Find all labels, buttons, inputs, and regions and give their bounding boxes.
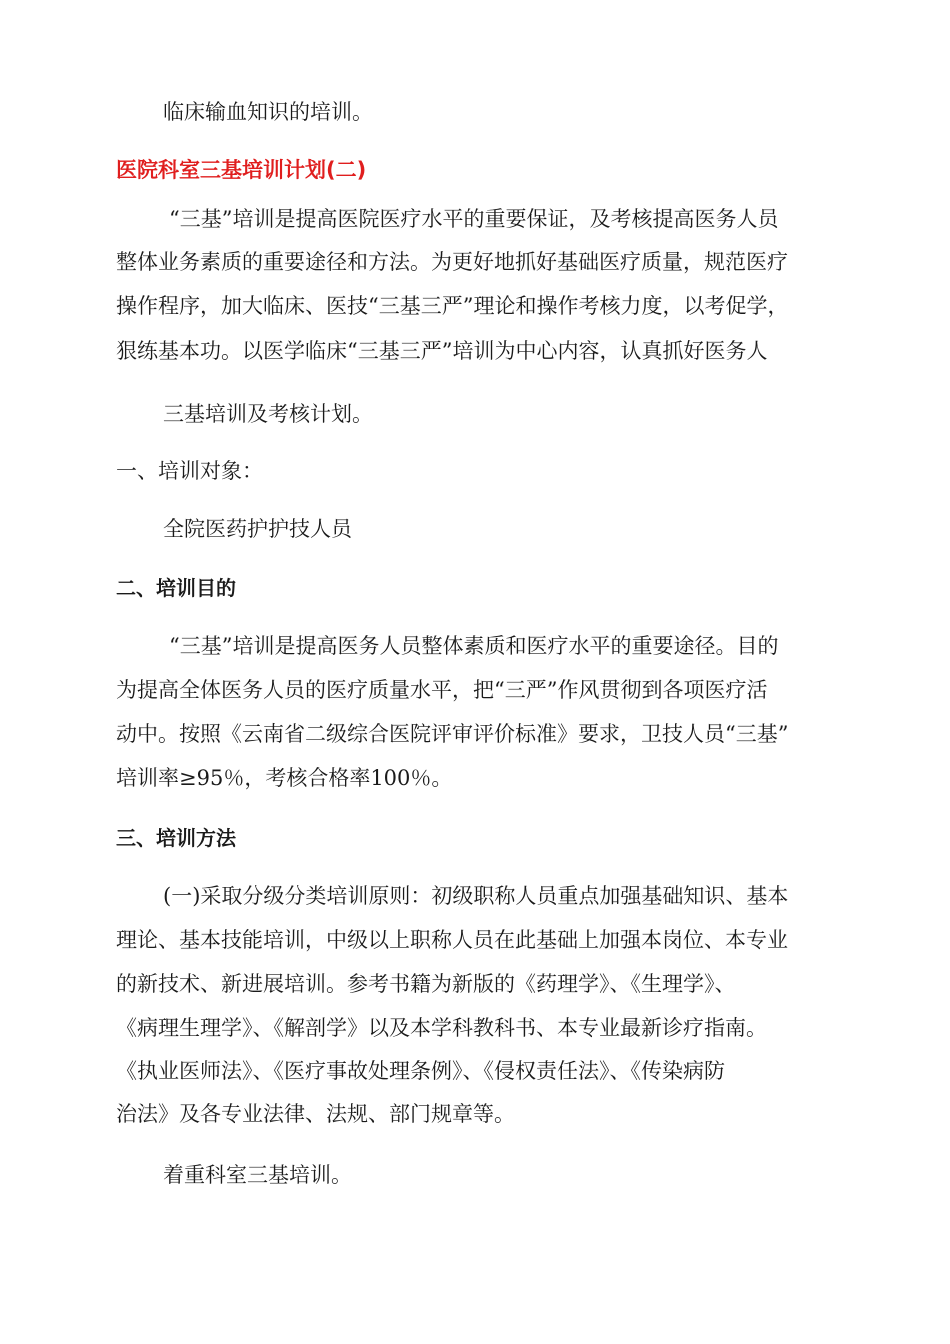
intro-line-1: “三基”培训是提高医院医疗水平的重要保证，及考核提高医务人员 <box>169 207 779 231</box>
section-3-line-1: (一)采取分级分类培训原则：初级职称人员重点加强基础知识、基本 <box>163 884 789 908</box>
intro-line-4: 狠练基本功。以医学临床“三基三严”培训为中心内容，认真抓好医务人 <box>116 339 768 363</box>
paragraph-line: 临床输血知识的培训。 <box>163 100 373 124</box>
section-1-heading: 一、培训对象： <box>116 459 263 483</box>
section-2-line-2: 为提高全体医务人员的医疗质量水平，把“三严”作风贯彻到各项医疗活 <box>116 678 768 702</box>
section-2-line-4: 培训率≥95％，考核合格率100％。 <box>116 766 453 790</box>
section-3-line-2: 理论、基本技能培训，中级以上职称人员在此基础上加强本岗位、本专业 <box>116 928 788 952</box>
section-3-line-4: 《病理生理学》、《解剖学》以及本学科教科书、本专业最新诊疗指南。 <box>116 1016 767 1040</box>
intro-line-3: 操作程序，加大临床、医技“三基三严”理论和操作考核力度，以考促学， <box>116 294 789 318</box>
section-1-body: 全院医药护护技人员 <box>163 517 352 541</box>
section-3-heading: 三、培训方法 <box>116 826 236 850</box>
section-3-line-6: 治法》及各专业法律、法规、部门规章等。 <box>116 1102 515 1126</box>
plan-line: 三基培训及考核计划。 <box>163 402 373 426</box>
intro-line-2: 整体业务素质的重要途径和方法。为更好地抓好基础医疗质量，规范医疗 <box>116 250 788 274</box>
closing-line: 着重科室三基培训。 <box>163 1163 352 1187</box>
section-3-line-3: 的新技术、新进展培训。参考书籍为新版的《药理学》、《生理学》、 <box>116 972 736 996</box>
document-title: 医院科室三基培训计划(二) <box>116 158 367 182</box>
section-3-line-5: 《执业医师法》、《医疗事故处理条例》、《侵权责任法》、《传染病防 <box>116 1059 725 1083</box>
section-2-line-1: “三基”培训是提高医务人员整体素质和医疗水平的重要途径。目的 <box>169 634 779 658</box>
section-2-heading: 二、培训目的 <box>116 576 236 600</box>
section-2-line-3: 动中。按照《云南省二级综合医院评审评价标准》要求，卫技人员“三基” <box>116 722 789 746</box>
